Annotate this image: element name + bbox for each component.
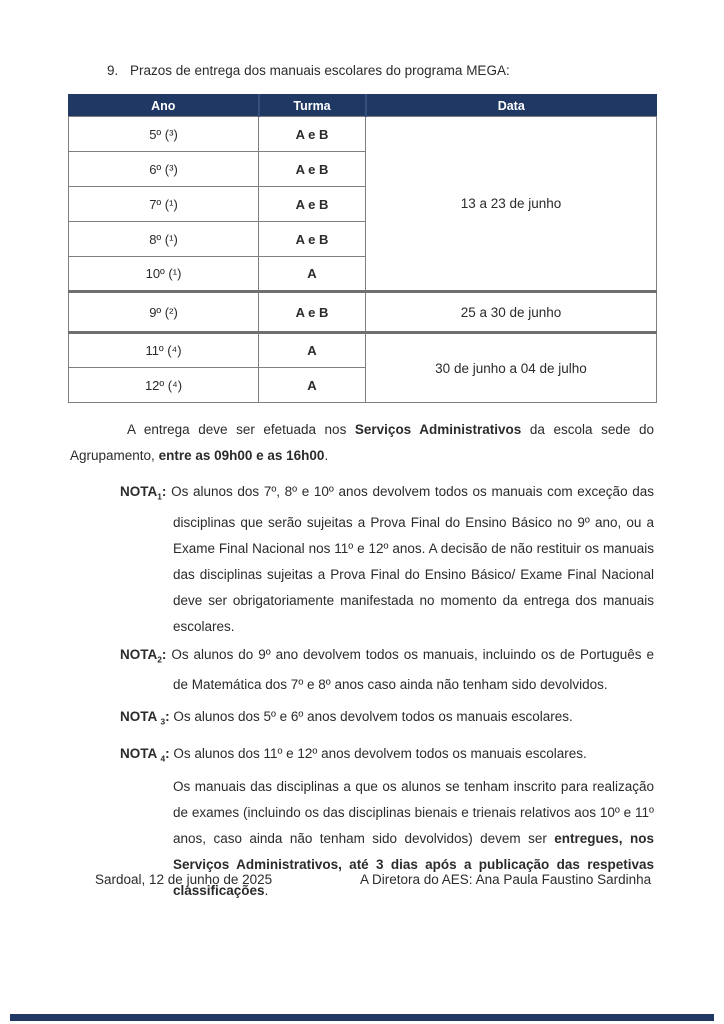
ano-cell: 9º (²) <box>69 292 259 333</box>
delivery-paragraph: A entrega deve ser efetuada nos Serviços Administrativos da escola sede do Agrupamento, entre as 09h00 e as 16h00. <box>70 422 654 463</box>
nota-1: $NOTA_1$: Os alunos dos 7º, 8º e 10º anos devolvem todos os manuais com exceção das disciplinas que serão sujeitas a Prova Final do Ensino Básico no 9º ano, ou a Exame Final Nacional nos 11º e 12º anos. A decisão de não restituir os manuais das disciplinas sujeitas a Prova Final do Ensino Básico/ Exame Final Nacional deve ser obrigatoriamente manifestada no momento da entrega dos manuais escolares. <box>120 484 654 634</box>
table-row <box>69 333 657 368</box>
turma-cell: A <box>259 257 366 292</box>
notes-section <box>0 479 724 904</box>
section-heading <box>107 62 656 80</box>
ano-cell: 12º (⁴) <box>69 368 259 403</box>
footer <box>0 872 724 892</box>
turma-cell: A e B <box>259 292 366 333</box>
footer-rule <box>10 1014 714 1021</box>
column-header-turma: Turma <box>259 95 366 117</box>
table-row <box>69 117 657 152</box>
turma-cell: A e B <box>259 187 366 222</box>
data-cell-group2: 25 a 30 de junho <box>366 292 657 333</box>
exams-paragraph: Os manuais das disciplinas a que os alunos se tenham inscrito para realização de exames (incluindo os das disciplinas bienais e trienais relativos aos 10º e 11º anos, caso ainda não tenham sido devolvidos) devem ser entregues, nos Serviços Administrativos, até 3 dias após a publicação das respetivas classificações. <box>173 778 654 898</box>
table-row <box>69 292 657 333</box>
ano-cell: 5º (³) <box>69 117 259 152</box>
nota-4: NOTA $_4$: Os alunos dos 11º e 12º anos devolvem todos os manuais escolares. <box>120 746 587 764</box>
nota-2: $NOTA_2$: Os alunos do 9º ano devolvem todos os manuais, incluindo os de Português e de Matemática dos 7º e 8º anos caso ainda não tenham sido devolvidos. <box>120 646 654 693</box>
ano-cell: 8º (¹) <box>69 222 259 257</box>
deadlines-table <box>68 94 657 403</box>
turma-cell: A e B <box>259 152 366 187</box>
ano-cell: 10º (¹) <box>69 257 259 292</box>
nota-3: NOTA $_3$: Os alunos dos 5º e 6º anos devolvem todos os manuais escolares. <box>120 709 573 728</box>
column-header-data: Data <box>366 95 657 117</box>
heading-text: Prazos de entrega dos manuais escolares do programa MEGA: <box>130 63 510 78</box>
ano-cell: 7º (¹) <box>69 187 259 222</box>
turma-cell: A e B <box>259 117 366 152</box>
data-cell-group3: 30 de junho a 04 de julho <box>366 333 657 403</box>
ano-cell: 6º (³) <box>69 152 259 187</box>
table-header-row <box>69 95 657 117</box>
turma-cell: A <box>259 368 366 403</box>
footer-place-date: Sardoal, 12 de junho de 2025 <box>95 872 273 887</box>
turma-cell: A e B <box>259 222 366 257</box>
heading-number: 9. <box>107 63 119 78</box>
column-header-ano: Ano <box>69 95 259 117</box>
ano-cell: 11º (⁴) <box>69 333 259 368</box>
data-cell-group1: 13 a 23 de junho <box>366 117 657 292</box>
footer-signature: A Diretora do AES: Ana Paula Faustino Sardinha <box>360 872 652 887</box>
turma-cell: A <box>259 333 366 368</box>
